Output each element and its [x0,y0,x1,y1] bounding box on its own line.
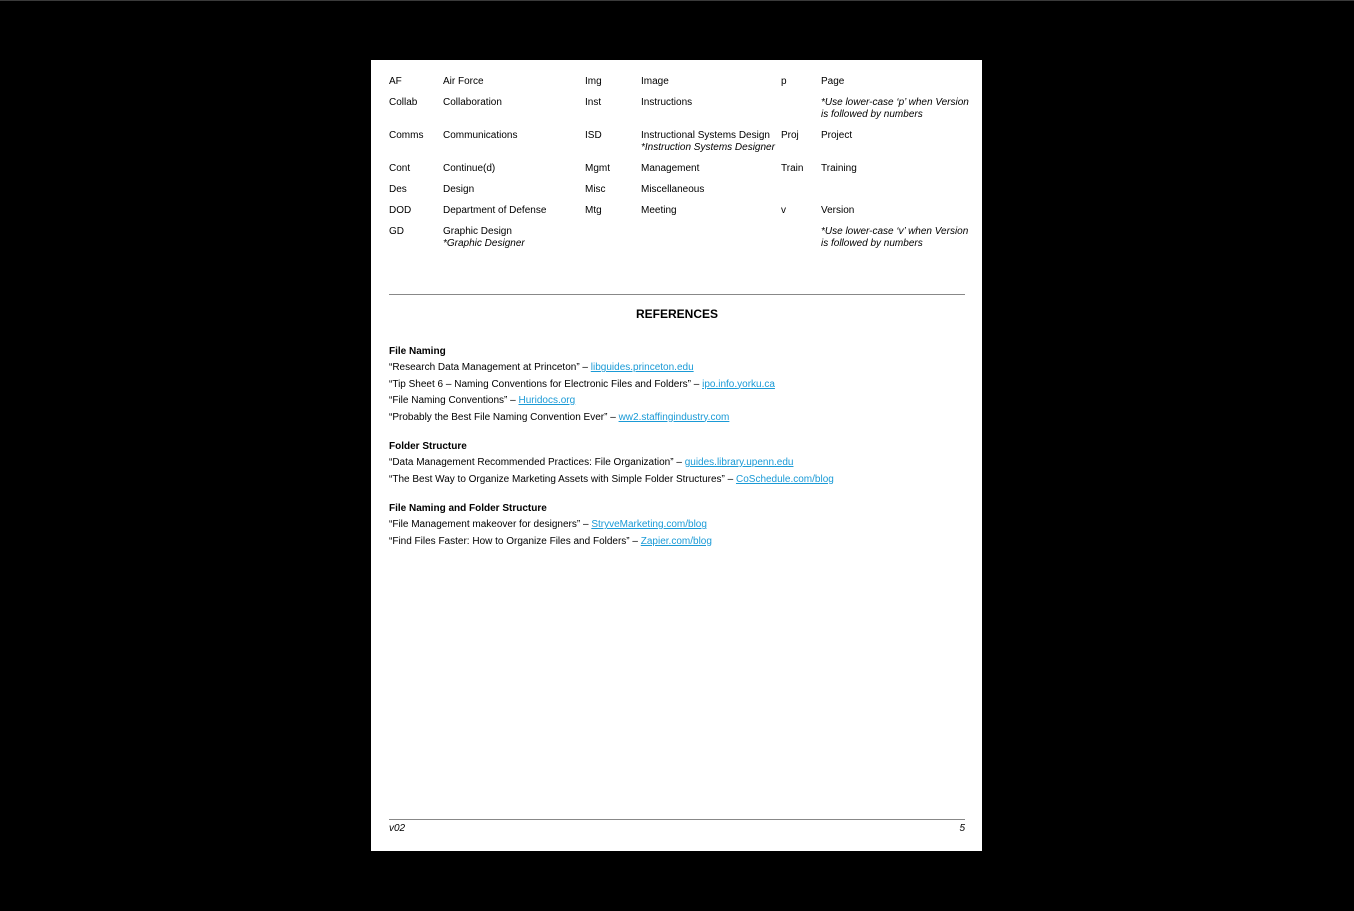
reference-item [389,516,965,533]
abbr-code: Comms [389,130,424,141]
abbr-meaning: Project [821,130,853,141]
reference-item [389,454,965,471]
reference-link[interactable]: guides.library.upenn.edu [684,457,794,468]
abbr-code: Misc [585,184,606,195]
reference-link[interactable]: ipo.info.yorku.ca [702,378,775,390]
abbr-meaning: Design [443,184,475,195]
footer-version: v02 [389,823,406,834]
abbr-code: Cont [389,163,411,174]
abbr-meaning: Department of Defense [443,205,547,216]
reference-link[interactable]: CoSchedule.com/blog [735,473,834,485]
abbr-meaning: Collaboration [443,97,502,108]
abbr-meaning: Page [821,76,845,87]
abbr-meaning: Communications [443,130,518,141]
abbr-note: *Graphic Designer [443,238,525,249]
abbr-code: ISD [585,130,602,141]
reference-item [389,376,965,393]
reference-text: “File Management makeover for designers” – [389,519,592,530]
reference-item [389,409,965,426]
abbr-meaning: Training [821,163,857,174]
abbr-code: Des [389,184,407,195]
reference-link[interactable]: StryveMarketing.com/blog [591,519,707,530]
abbr-meaning: Instructional Systems Design [641,130,770,141]
abbr-meaning: Management [641,163,700,174]
abbr-code: Train [781,163,804,174]
reference-item [389,392,965,409]
reference-text: “File Naming Conventions” – [389,395,519,406]
abbr-meaning: Image [641,76,669,87]
reference-text: “Data Management Recommended Practices: File Organization” – [389,457,685,468]
abbr-meaning: Instructions [641,97,693,108]
abbr-note: *Use lower-case ‘p’ when Version is followed by numbers [821,97,969,120]
abbr-code: Collab [389,97,418,108]
abbr-meaning: Continue(d) [443,163,496,174]
page-number: 5 [959,823,965,834]
reference-link[interactable]: ww2.staffingindustry.com [618,411,730,423]
abbr-note: *Use lower-case ‘v’ when Version is followed by numbers [821,226,969,249]
reference-text: “The Best Way to Organize Marketing Assets with Simple Folder Structures” – [389,473,736,485]
reference-group [389,343,965,425]
reference-group-title: File Naming and Folder Structure [389,503,547,514]
document-page [371,60,982,851]
reference-link[interactable]: libguides.princeton.edu [590,362,694,373]
reference-text: “Find Files Faster: How to Organize Files and Folders” – [389,535,641,547]
reference-text: “Probably the Best File Naming Convention Ever” – [389,411,619,423]
references-list [389,343,965,562]
abbr-code: DOD [389,205,412,216]
reference-group-title: Folder Structure [389,441,467,452]
reference-item [389,359,965,376]
abbr-meaning: Meeting [641,205,677,216]
top-border [0,0,1354,1]
reference-group [389,438,965,487]
section-divider [389,294,965,295]
reference-item [389,533,965,550]
reference-link[interactable]: Zapier.com/blog [640,535,712,547]
abbr-code: Inst [585,97,602,108]
abbr-code: GD [389,226,404,237]
abbr-note: *Instruction Systems Designer [641,142,775,153]
abbr-code: AF [389,76,402,87]
references-heading: REFERENCES [635,307,718,321]
reference-group-title: File Naming [389,346,446,357]
footer-divider [389,819,965,820]
abbr-meaning: Air Force [443,76,484,87]
reference-text: “Tip Sheet 6 – Naming Conventions for Electronic Files and Folders” – [389,378,703,390]
reference-link[interactable]: Huridocs.org [518,395,576,406]
abbr-code: p [781,76,787,87]
reference-item [389,471,965,488]
abbr-code: v [781,205,786,216]
abbr-meaning: Version [821,205,855,216]
reference-text: “Research Data Management at Princeton” – [389,362,591,373]
abbr-code: Img [585,76,602,87]
abbr-code: Proj [781,130,799,141]
abbr-code: Mgmt [585,163,610,174]
abbr-meaning: Miscellaneous [641,184,705,195]
abbr-code: Mtg [585,205,602,216]
abbr-meaning: Graphic Design [443,226,512,237]
reference-group [389,500,965,549]
